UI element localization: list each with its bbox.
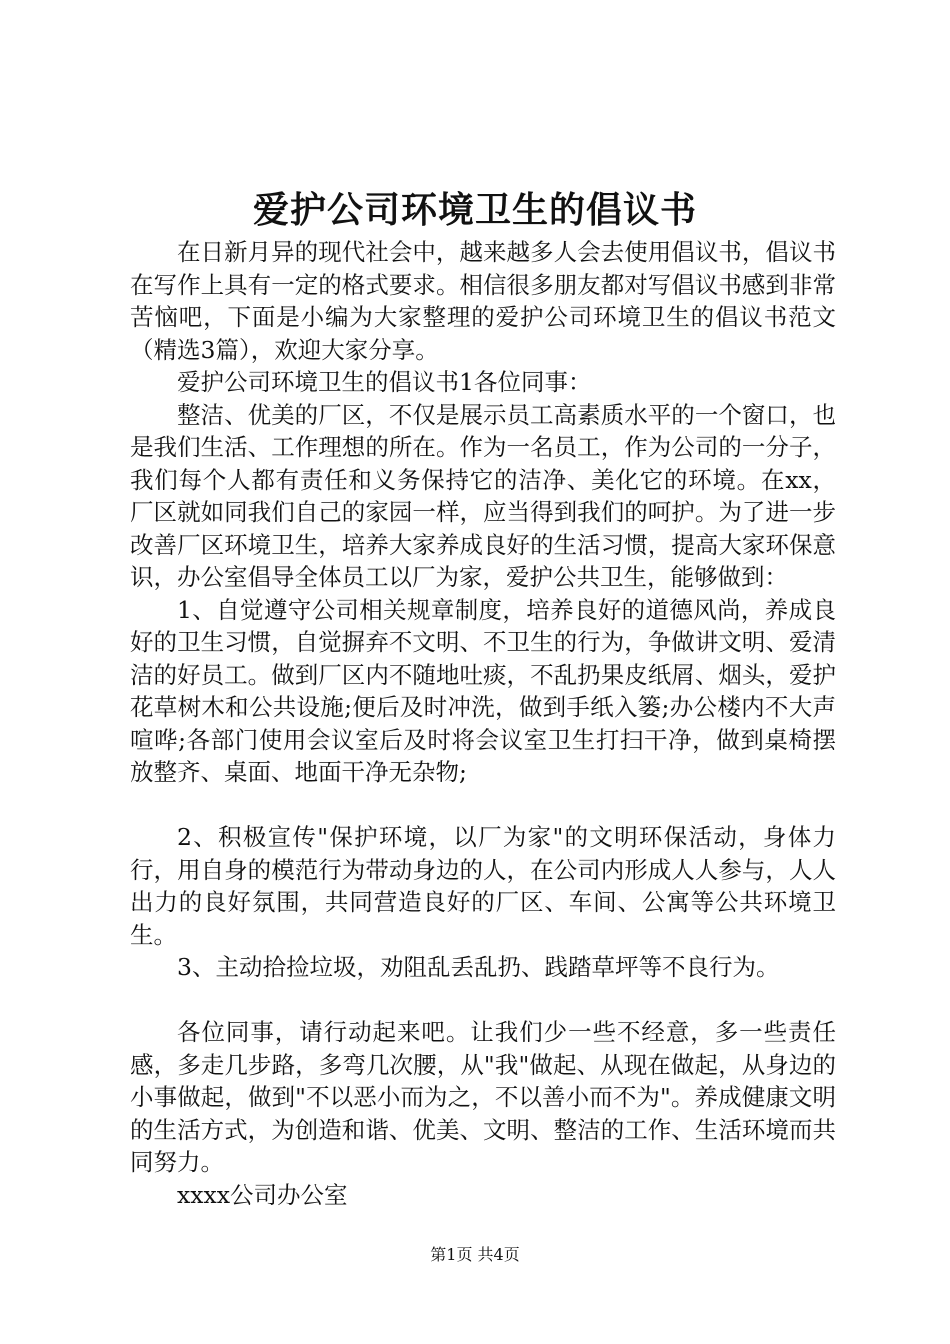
document-body <box>130 236 836 1211</box>
closing-paragraph: 各位同事，请行动起来吧。让我们少一些不经意，多一些责任感，多走几步路，多弯几次腰，从"我"做起、从现在做起，从身边的小事做起，做到"不以恶小而为之，不以善小而不为"。养成健康文明的生活方式，为创造和谐、优美、文明、整洁的工作、生活环境而共同努力。 <box>130 1018 836 1176</box>
item-2-paragraph: 2、积极宣传"保护环境，以厂为家"的文明环保活动，身体力行，用自身的模范行为带动身边的人，在公司内形成人人参与，人人出力的良好氛围，共同营造良好的厂区、车间、公寓等公共环境卫生。 <box>130 823 836 949</box>
signature-paragraph: xxxx公司办公室 <box>177 1180 348 1209</box>
document-title: 爱护公司环境卫生的倡议书 <box>252 189 697 231</box>
intro-paragraph: 在日新月异的现代社会中，越来越多人会去使用倡议书，倡议书在写作上具有一定的格式要求。相信很多朋友都对写倡议书感到非常苦恼吧，下面是小编为大家整理的爱护公司环境卫生的倡议书范文（精选3篇），欢迎大家分享。 <box>130 238 836 364</box>
page-number-footer: 第1页 共4页 <box>430 1245 520 1264</box>
item-1-paragraph: 1、自觉遵守公司相关规章制度，培养良好的道德风尚，养成良好的卫生习惯，自觉摒弃不文明、不卫生的行为，争做讲文明、爱清洁的好员工。做到厂区内不随地吐痰，不乱扔果皮纸屑、烟头，爱护花草树木和公共设施;便后及时冲洗，做到手纸入篓;办公楼内不大声喧哗;各部门使用会议室后及时将会议室卫生打扫干净，做到桌椅摆放整齐、桌面、地面干净无杂物; <box>130 595 836 786</box>
body-paragraph: 整洁、优美的厂区，不仅是展示员工高素质水平的一个窗口，也是我们生活、工作理想的所在。作为一名员工，作为公司的一分子，我们每个人都有责任和义务保持它的洁净、美化它的环境。在xx，厂区就如同我们自己的家园一样，应当得到我们的呵护。为了进一步改善厂区环境卫生，培养大家养成良好的生活习惯，提高大家环保意识，办公室倡导全体员工以厂为家，爱护公共卫生，能够做到： <box>130 400 836 591</box>
item-3-paragraph: 3、主动拾捡垃圾，劝阻乱丢乱扔、践踏草坪等不良行为。 <box>177 953 780 981</box>
greeting-paragraph: 爱护公司环境卫生的倡议书1各位同事： <box>177 368 592 396</box>
